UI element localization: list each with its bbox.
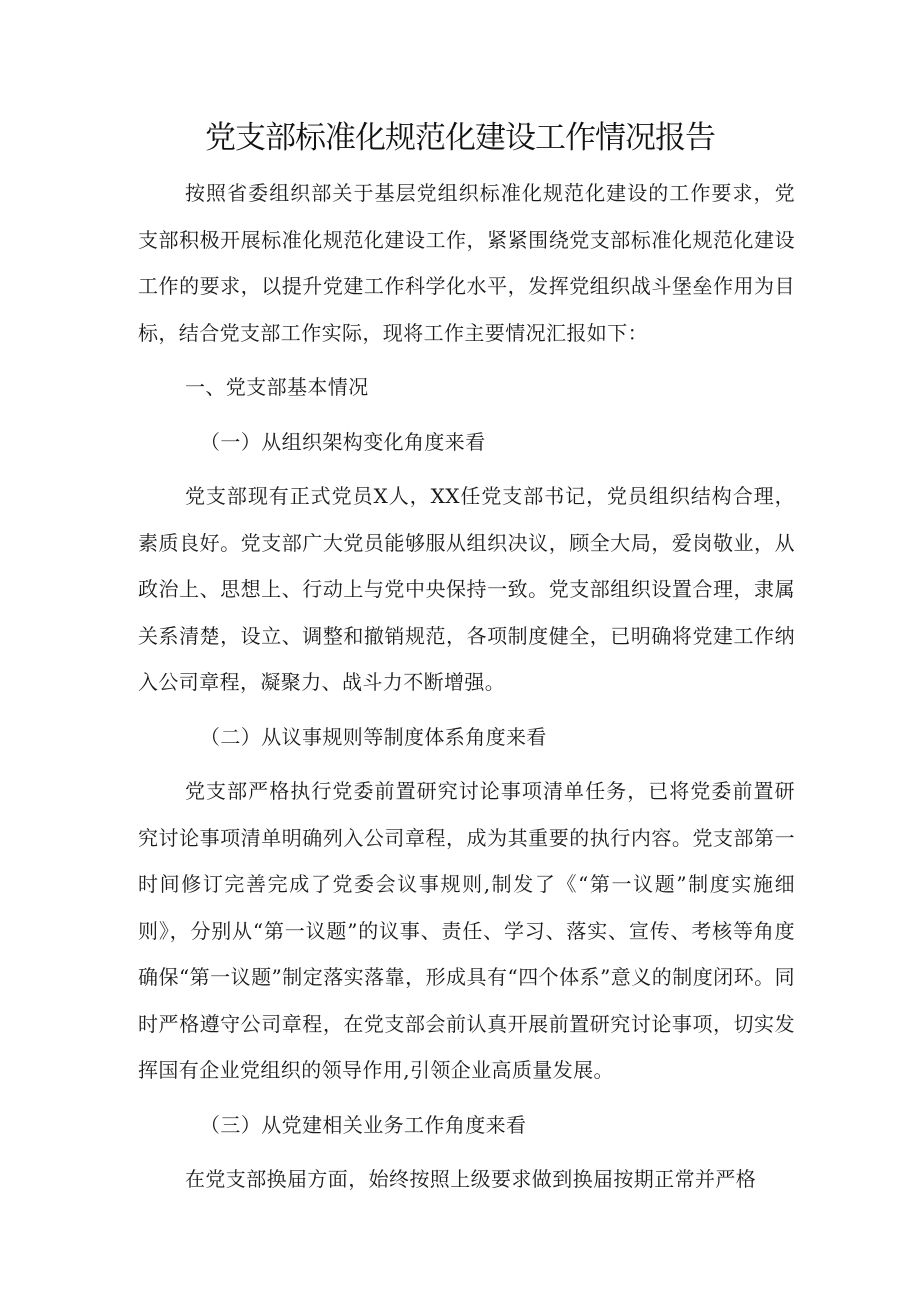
rules-paragraph: 党支部严格执行党委前置研究讨论事项清单任务，已将党委前置研究讨论事项清单明确列入公司章程，成为其重要的执行内容。党支部第一时间修订完善完成了党委会议事规则,制发了《“第一议题”制度实施细则》，分别从“第一议题”的议事、责任、学习、落实、宣传、考核等角度确保“第一议题”制定落实落靠，形成具有“四个体系”意义的制度闭环。同时严格遵守公司章程，在党支部会前认真开展前置研究讨论事项，切实发挥国有企业党组织的领导作用,引领企业高质量发展。 (138, 779, 795, 1082)
subsection-heading-business: （三）从党建相关业务工作角度来看 (200, 1112, 527, 1137)
business-paragraph: 在党支部换届方面，始终按照上级要求做到换届按期正常并严格 (185, 1167, 757, 1191)
intro-paragraph: 按照省委组织部关于基层党组织标准化规范化建设的工作要求，党支部积极开展标准化规范化建设工作，紧紧围绕党支部标准化规范化建设工作的要求，以提升党建工作科学化水平，发挥党组织战斗堡垒作用为目标，结合党支部工作实际，现将工作主要情况汇报如下： (138, 181, 795, 345)
section-heading-basic-situation: 一、党支部基本情况 (185, 375, 369, 399)
subsection-heading-organization: （一）从组织架构变化角度来看 (200, 429, 486, 454)
organization-paragraph: 党支部现有正式党员X人，XX任党支部书记，党员组织结构合理，素质良好。党支部广大党员能够服从组织决议，顾全大局，爱岗敬业，从政治上、思想上、行动上与党中央保持一致。党支部组织设置合理，隶属关系清楚，设立、调整和撤销规范，各项制度健全，已明确将党建工作纳入公司章程，凝聚力、战斗力不断增强。 (138, 484, 795, 694)
subsection-heading-rules: （二）从议事规则等制度体系角度来看 (200, 724, 547, 749)
document-title: 党支部标准化规范化建设工作情况报告 (205, 120, 715, 156)
document-body (138, 170, 795, 1203)
